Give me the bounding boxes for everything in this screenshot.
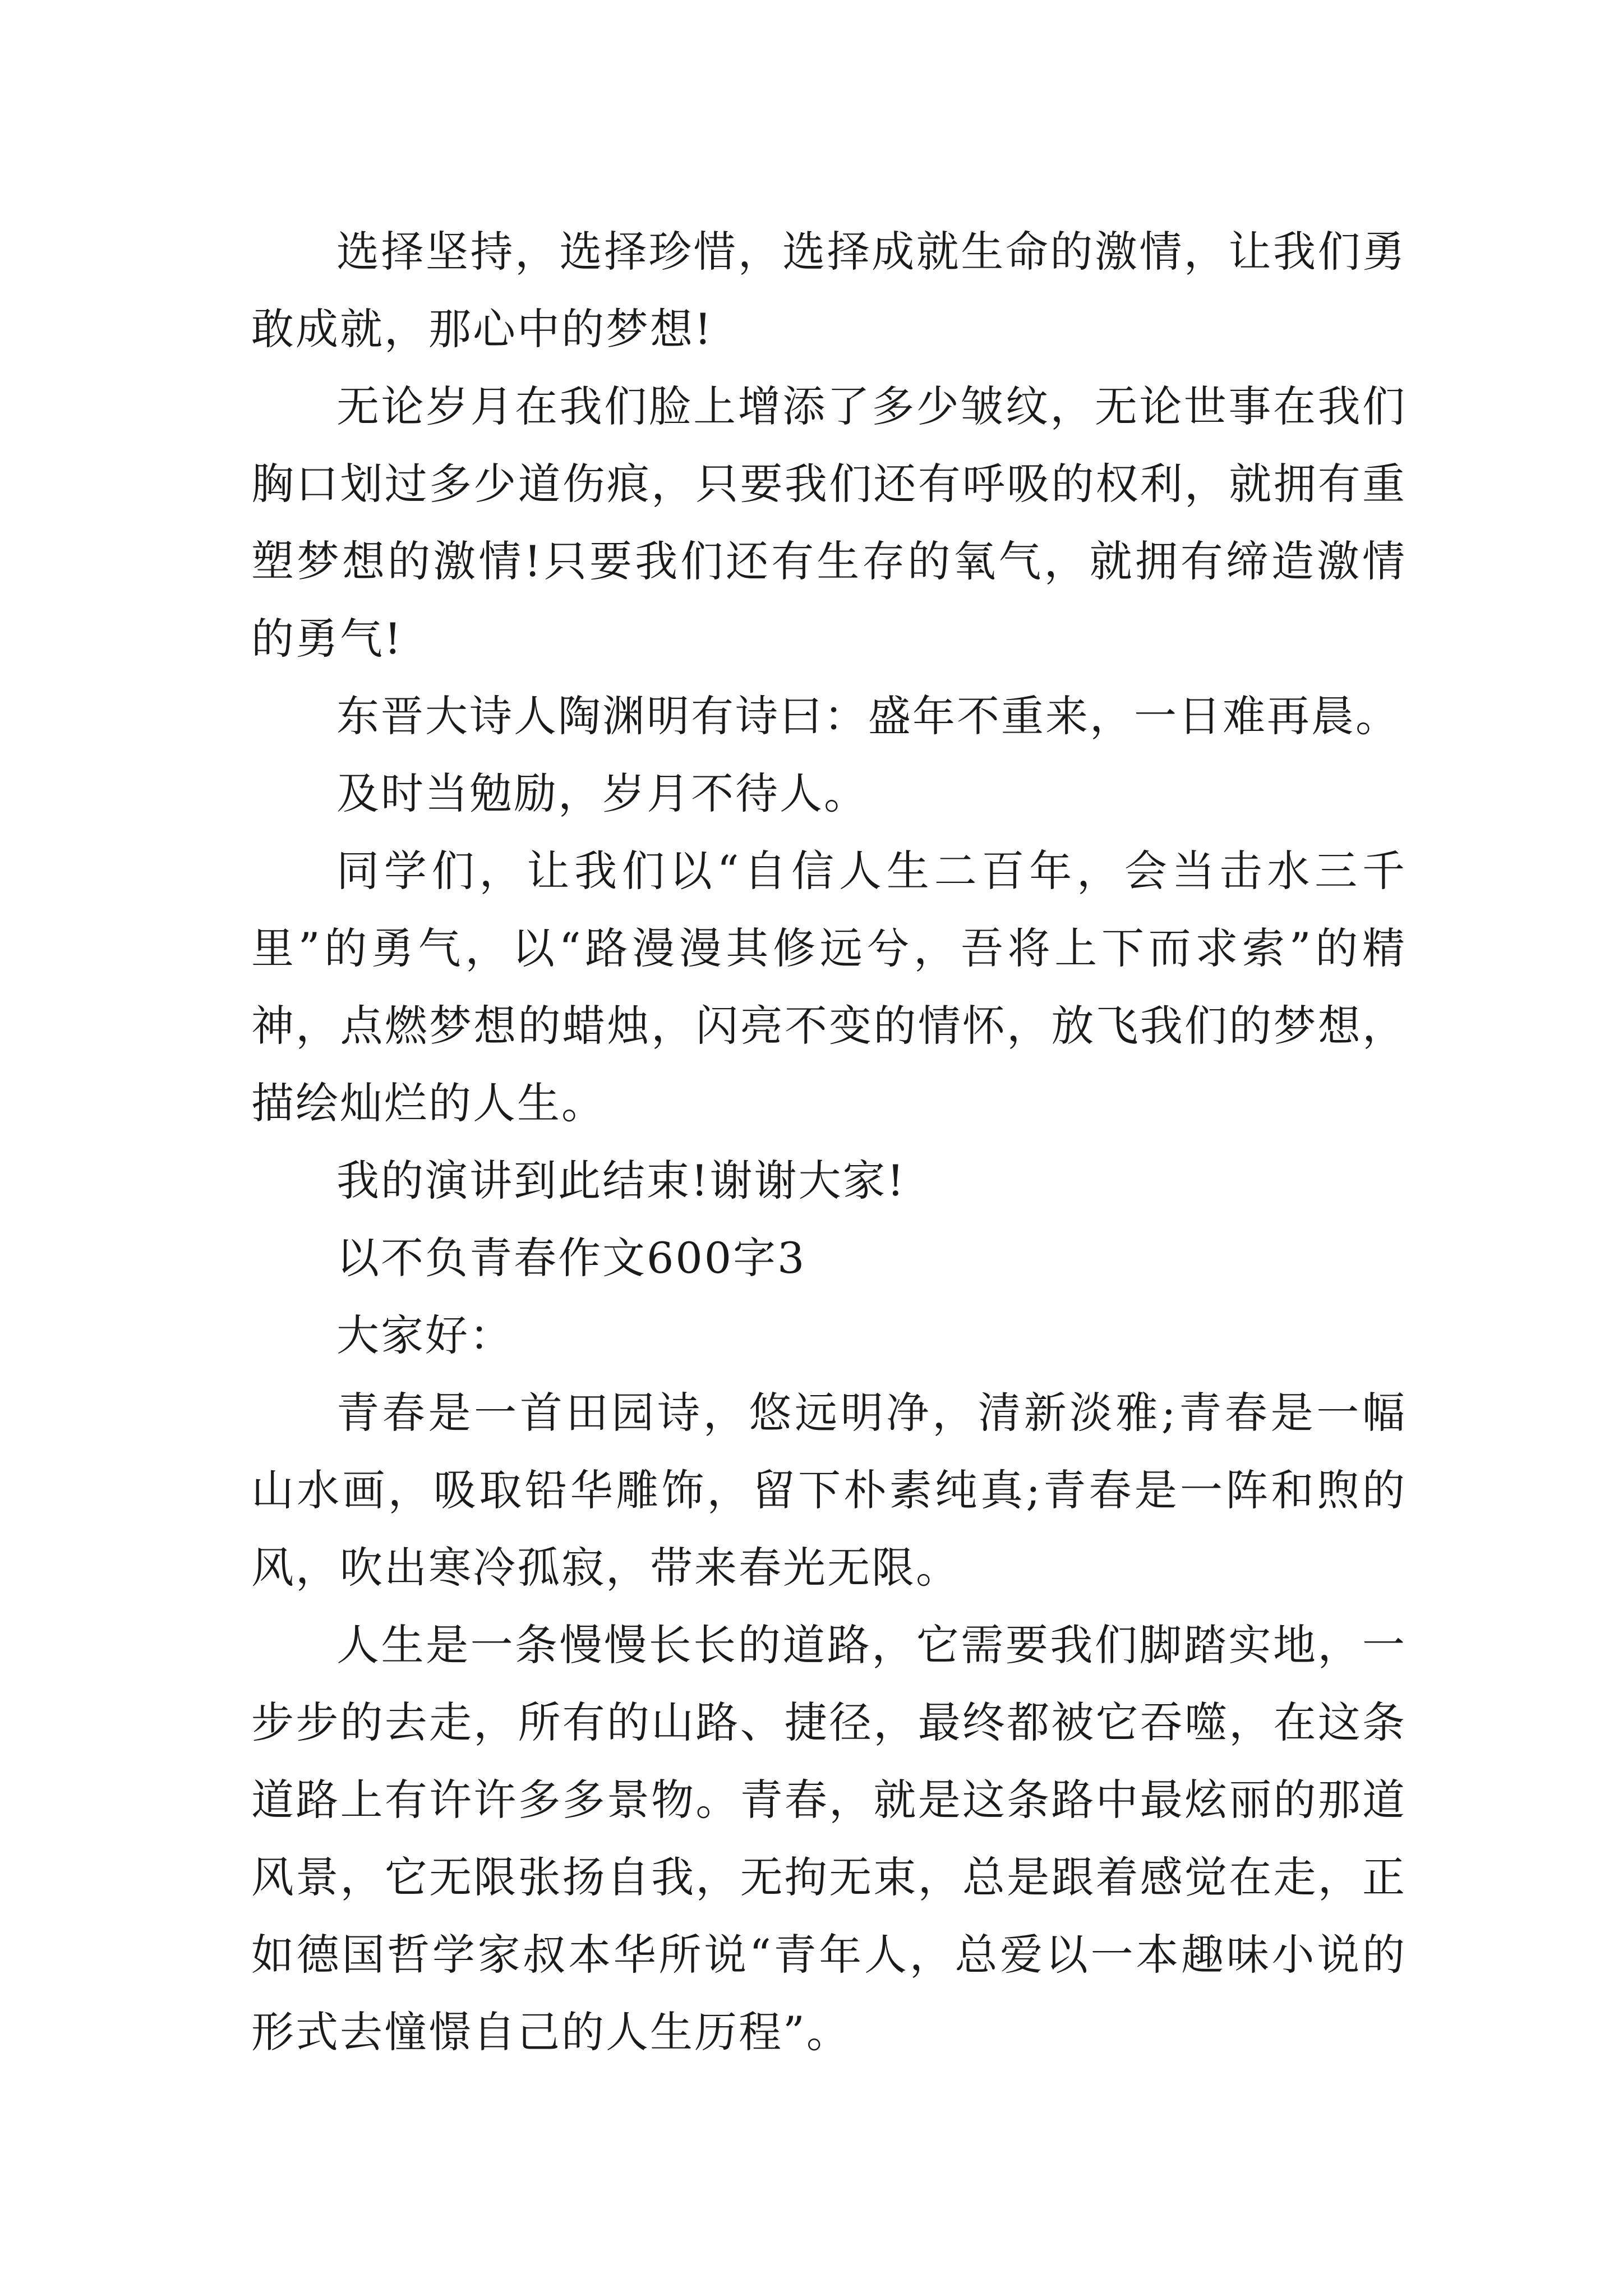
paragraph-poem-continued: 及时当勉励，岁月不待人。 xyxy=(336,769,868,818)
paragraph-greeting: 大家好： xyxy=(336,1310,514,1360)
essay-heading: 以不负青春作文600字3 xyxy=(336,1233,806,1283)
paragraph-life-road: 人生是一条慢慢长长的道路，它需要我们脚踏实地，一步步的去走，所有的山路、捷径，最终都被它吞噬，在这条道路上有许许多多景物。青春，就是这条路中最炫丽的那道风景，它无限张扬自我，无拘无束，总是跟着感觉在走，正如德国哲学家叔本华所说“青年人，总爱以一本趣味小说的形式去憧憬自己的人生历程”。 xyxy=(251,1620,1407,2057)
paragraph-youth-poem: 青春是一首田园诗，悠远明净，清新淡雅;青春是一幅山水画，吸取铅华雕饰，留下朴素纯真;青春是一阵和煦的风，吹出寒冷孤寂，带来春光无限。 xyxy=(251,1388,1407,1593)
paragraph-classmates: 同学们，让我们以“自信人生二百年，会当击水三千里”的勇气，以“路漫漫其修远兮，吾将上下而求索”的精神，点燃梦想的蜡烛，闪亮不变的情怀，放飞我们的梦想，描绘灿烂的人生。 xyxy=(251,846,1407,1128)
document-body xyxy=(251,213,1407,2071)
paragraph-tao-yuanming-poem: 东晋大诗人陶渊明有诗曰：盛年不重来，一日难再晨。 xyxy=(336,691,1400,741)
paragraph-choose-persist: 选择坚持，选择珍惜，选择成就生命的激情，让我们勇敢成就，那心中的梦想! xyxy=(251,227,1407,354)
paragraph-speech-end: 我的演讲到此结束!谢谢大家! xyxy=(336,1156,906,1205)
paragraph-years-wrinkles: 无论岁月在我们脸上增添了多少皱纹，无论世事在我们胸口划过多少道伤痕，只要我们还有呼吸的权利，就拥有重塑梦想的激情!只要我们还有生存的氧气，就拥有缔造激情的勇气! xyxy=(251,381,1407,664)
